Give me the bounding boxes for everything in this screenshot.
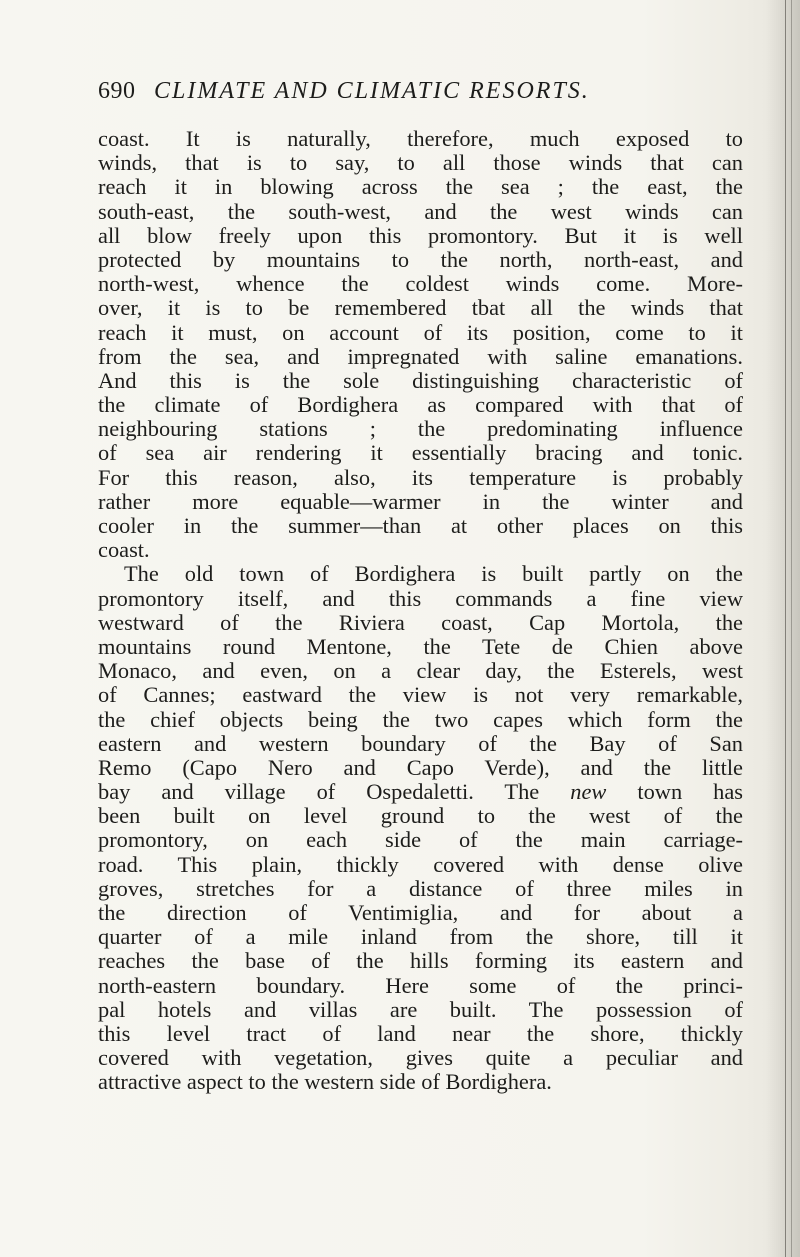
text-line: road. This plain, thickly covered with dense olive: [98, 851, 743, 877]
text-line: mountains round Mentone, the Tete de Chien above: [98, 633, 743, 659]
text-fragment: town has: [637, 779, 743, 805]
text-line: For this reason, also, its temperature is probably: [98, 464, 743, 490]
text-line: of sea air rendering it essentially bracing and tonic.: [98, 440, 743, 466]
text-line: this level tract of land near the shore, thickly: [98, 1020, 743, 1046]
text-line: cooler in the summer—than at other places on this: [98, 513, 743, 538]
text-line: reaches the base of the hills forming its eastern and: [98, 948, 743, 974]
text-line: promontory itself, and this commands a fine view: [98, 585, 743, 611]
text-line: north-eastern boundary. Here some of the princi-: [98, 972, 743, 998]
text-line: over, it is to be remembered tbat all the winds that: [98, 295, 743, 321]
text-line: of Cannes; eastward the view is not very remarkable,: [98, 682, 743, 708]
running-title: CLIMATE AND CLIMATIC RESORTS.: [154, 78, 590, 104]
text-line: the climate of Bordighera as compared with that of: [98, 392, 743, 418]
paragraph-end-line: attractive aspect to the western side of Bordighera.: [98, 1069, 552, 1095]
text-line-with-italic: [98, 780, 743, 804]
text-line: quarter of a mile inland from the shore, till it: [98, 924, 743, 950]
paragraph-start-line: The old town of Bordighera is built partly on the: [124, 561, 743, 587]
text-fragment: bay and village of Ospedaletti. The: [98, 779, 540, 805]
text-line: pal hotels and villas are built. The possession of: [98, 996, 743, 1022]
text-line: covered with vegetation, gives quite a peculiar and: [98, 1045, 743, 1071]
text-line: And this is the sole distinguishing characteristic of: [98, 367, 743, 393]
text-line: from the sea, and impregnated with saline emanations.: [98, 343, 743, 369]
text-line: reach it must, on account of its position, come to it: [98, 319, 743, 345]
italic-word: new: [570, 779, 607, 805]
text-line: all blow freely upon this promontory. But it is well: [98, 222, 743, 248]
text-line: westward of the Riviera coast, Cap Mortola, the: [98, 609, 743, 635]
text-line: Monaco, and even, on a clear day, the Esterels, west: [98, 658, 743, 684]
page-edge-line: [785, 0, 787, 1257]
text-line: the direction of Ventimiglia, and for about a: [98, 900, 743, 925]
text-line: the chief objects being the two capes which form the: [98, 706, 743, 732]
text-line: north-west, whence the coldest winds come. More-: [98, 271, 743, 297]
page-number: 690: [98, 78, 136, 104]
text-line: protected by mountains to the north, north-east, and: [98, 246, 743, 272]
text-line: winds, that is to say, to all those winds that can: [98, 150, 743, 176]
text-line: been built on level ground to the west of the: [98, 803, 743, 829]
text-line: coast. It is naturally, therefore, much exposed to: [98, 126, 743, 151]
text-line: promontory, on each side of the main carriage-: [98, 827, 743, 853]
paragraph-end-line: coast.: [98, 537, 150, 563]
text-line: neighbouring stations ; the predominating influence: [98, 416, 743, 442]
text-line: groves, stretches for a distance of three miles in: [98, 875, 743, 901]
text-line: rather more equable—warmer in the winter and: [98, 488, 743, 514]
text-line: south-east, the south-west, and the west winds can: [98, 198, 743, 224]
page-edge-shadow: [766, 0, 800, 1257]
text-line: eastern and western boundary of the Bay of San: [98, 730, 743, 756]
running-header: [98, 78, 738, 105]
page-edge-line-outer: [791, 0, 793, 1257]
body-text: [98, 127, 743, 1095]
text-line: reach it in blowing across the sea ; the east, the: [98, 174, 743, 200]
text-line: Remo (Capo Nero and Capo Verde), and the little: [98, 754, 743, 780]
